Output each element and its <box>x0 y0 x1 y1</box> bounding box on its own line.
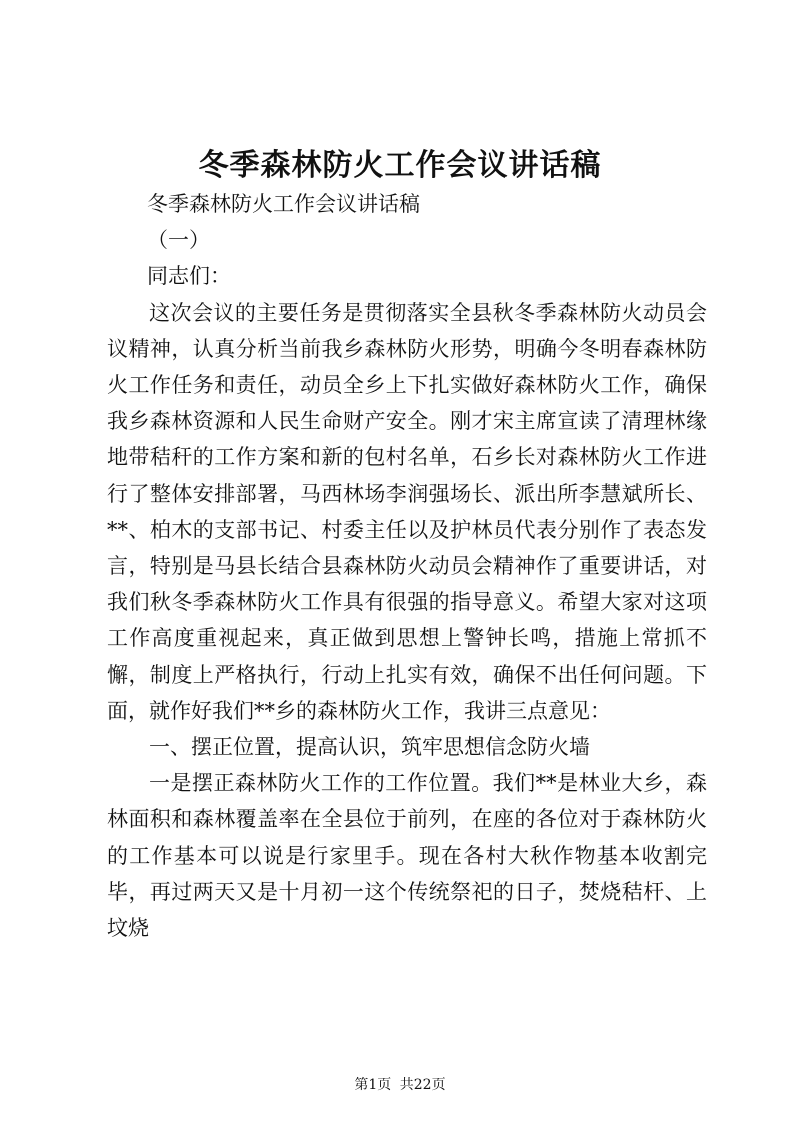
paragraph-2: 一是摆正森林防火工作的工作位置。我们**是林业大乡，森林面积和森林覆盖率在全县位于前列，在座的各位对于森林防火的工作基本可以说是行家里手。现在各村大秋作物基本收割完毕，再过两天又是十月初一这个传统祭祀的日子，焚烧秸杆、上坟烧 <box>107 771 707 941</box>
salutation: 同志们： <box>147 264 231 289</box>
section-marker: （一） <box>147 228 210 253</box>
page-footer <box>0 1074 800 1094</box>
page-total: 共22页 <box>399 1077 446 1093</box>
subtitle: 冬季森林防火工作会议讲话稿 <box>147 192 420 216</box>
document-title: 冬季森林防火工作会议讲话稿 <box>198 148 602 183</box>
paragraph-1: 这次会议的主要任务是贯彻落实全县秋冬季森林防火动员会议精神，认真分析当前我乡森林防火形势，明确今冬明春森林防火工作任务和责任，动员全乡上下扎实做好森林防火工作，确保我乡森林资源和人民生命财产安全。刚才宋主席宣读了清理林缘地带秸秆的工作方案和新的包村名单，石乡长对森林防火工作进行了整体安排部署，马西林场李润强场长、派出所李慧斌所长、**、柏木的支部书记、村委主任以及护林员代表分别作了表态发言，特别是马县长结合县森林防火动员会精神作了重要讲话，对我们秋冬季森林防火工作具有很强的指导意义。希望大家对这项工作高度重视起来，真正做到思想上警钟长鸣，措施上常抓不懈，制度上严格执行，行动上扎实有效，确保不出任何问题。下面，就作好我们**乡的森林防火工作，我讲三点意见： <box>107 300 707 723</box>
page-number: 第1页 <box>354 1077 392 1093</box>
document-body <box>107 186 707 946</box>
section-heading-1: 一、摆正位置，提高认识，筑牢思想信念防火墙 <box>149 735 590 760</box>
